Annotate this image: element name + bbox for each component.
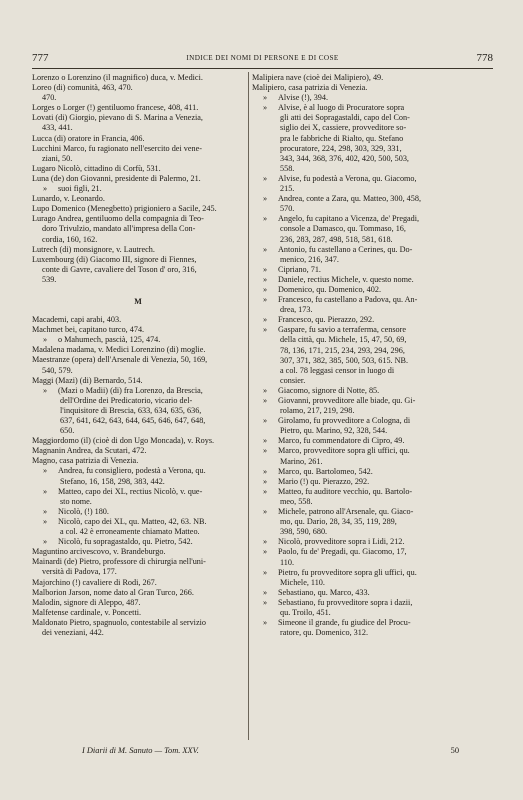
ditto-mark: » (262, 214, 268, 224)
column-divider (248, 72, 249, 740)
entry-continuation: Michele, 110. (280, 577, 325, 587)
subentry-text: Sebastiano, qu. Marco, 433. (278, 587, 370, 597)
subentry-text: Giovanni, provveditore alle biade, qu. Gi- (278, 396, 416, 405)
index-entry: Maestranze (opera) dell'Arsenale di Venezia, 50, 169, (32, 355, 208, 365)
entry-continuation: doro Trivulzio, mandato all'impresa della Con- (42, 224, 196, 234)
ditto-mark: » (42, 516, 48, 526)
entry-continuation: 570. (280, 204, 295, 214)
index-subentry (252, 265, 496, 275)
ditto-mark: » (262, 385, 268, 395)
entry-continuation: 78, 136, 171, 215, 234, 293, 294, 296, (280, 345, 405, 355)
ditto-mark: » (42, 466, 48, 476)
index-subentry (252, 618, 496, 628)
subentry-text: Andrea, conte a Zara, qu. Matteo, 300, 458, (278, 194, 422, 204)
ditto-mark: » (262, 264, 268, 274)
page-number-right: 778 (476, 52, 493, 64)
index-entry: Malfetense cardinale, v. Poncetti. (32, 607, 142, 617)
entry-continuation: 637, 641, 642, 643, 644, 645, 646, 647, 648, (60, 416, 206, 425)
subentry-text: Pietro, fu provveditore sopra gli uffici, qu. (278, 567, 417, 577)
index-entry: Madalena madama, v. Medici Lorenzino (di) moglie. (32, 345, 206, 355)
index-subentry (252, 568, 496, 578)
index-entry: Luna (de) don Giovanni, presidente di Palermo, 21. (32, 173, 201, 183)
ditto-mark: » (262, 436, 268, 446)
index-entry: Lovati (di) Giorgio, pievano di S. Marina a Venezia, (32, 113, 203, 123)
index-entry: Magno, casa patrizia di Venezia. (32, 456, 139, 466)
index-column-left (32, 73, 244, 638)
index-subentry (252, 598, 496, 608)
ditto-mark: » (262, 295, 268, 305)
index-subentry (252, 487, 496, 497)
subentry-text: suoi figli, 21. (58, 184, 102, 194)
index-entry: Malodin, signore di Aleppo, 487. (32, 597, 141, 607)
entry-continuation: dell'Ordine dei Predicatorio, vicario del- (60, 395, 193, 405)
subentry-text: Nicolò, fu sopragastaldo, qu. Pietro, 542. (58, 537, 193, 547)
entry-continuation: a col. 42 è erroneamente chiamato Matteo. (60, 527, 200, 537)
index-entry: Lunardo, v. Leonardo. (32, 194, 105, 204)
index-subentry (252, 174, 496, 184)
index-entry: Malborion Jarson, nome dato al Gran Turco, 266. (32, 587, 194, 597)
entry-continuation: 470. (42, 93, 57, 103)
entry-continuation: pra le fabbriche di Rialto, qu. Stefano (280, 133, 404, 143)
index-entry: Lorenzo o Lorenzino (il magnifico) duca, v. Medici. (32, 73, 203, 82)
ditto-mark: » (262, 567, 268, 577)
ditto-mark: » (42, 385, 48, 395)
index-subentry (252, 436, 496, 446)
index-column-right (252, 73, 496, 638)
ditto-mark: » (262, 466, 268, 476)
entry-continuation: consier. (280, 375, 306, 385)
subentry-text: Andrea, fu consigliero, podestà a Verona, qu. (58, 466, 206, 476)
index-subentry (252, 325, 496, 335)
ditto-mark: » (262, 103, 268, 113)
entry-continuation: sto nome. (60, 496, 92, 506)
ditto-mark: » (262, 597, 268, 607)
index-entry: Luxembourg (di) Giacomo III, signore di Fiennes, (32, 254, 197, 264)
ditto-mark: » (262, 547, 268, 557)
subentry-text: Alvise, fu podestà a Verona, qu. Giacomo, (278, 173, 417, 183)
subentry-text: Francesco, qu. Pierazzo, 292. (278, 315, 375, 325)
subentry-text: Nicolò, (!) 180. (58, 506, 109, 516)
index-subentry (252, 245, 496, 255)
entry-continuation: ziani, 50. (42, 153, 73, 163)
index-subentry (252, 275, 496, 285)
entry-continuation: Marino, 261. (280, 456, 323, 466)
entry-continuation: della città, qu. Michele, 15, 47, 50, 69, (280, 335, 407, 345)
ditto-mark: » (262, 486, 268, 496)
subentry-text: Angelo, fu capitano a Vicenza, de' Pregadi, (278, 214, 420, 224)
subentry-text: Antonio, fu castellano a Cerines, qu. Do- (278, 244, 413, 254)
index-subentry (252, 507, 496, 517)
ditto-mark: » (42, 335, 48, 345)
subentry-text: Marco, qu. Bartolomeo, 542. (278, 466, 373, 476)
subentry-text: (Mazi o Madii) (di) fra Lorenzo, da Brescia, (58, 385, 203, 395)
index-subentry (252, 295, 496, 305)
ditto-mark: » (262, 416, 268, 426)
subentry-text: Michele, patrono all'Arsenale, qu. Giaco- (278, 507, 414, 517)
running-header (32, 52, 493, 66)
subentry-text: Cipriano, 71. (278, 264, 321, 274)
index-entry: Maldonato Pietro, spagnuolo, contestabile al servizio (32, 617, 206, 627)
entry-continuation: l'inquisitore di Brescia, 633, 634, 635, 636, (60, 405, 202, 415)
section-letter: M (134, 296, 142, 306)
entry-continuation: versità di Padova, 177. (42, 567, 117, 577)
ditto-mark: » (262, 315, 268, 325)
ditto-mark: » (262, 194, 268, 204)
ditto-mark: » (262, 173, 268, 183)
index-entry: Macademi, capi arabi, 403. (32, 315, 122, 325)
index-entry: Loreo (di) comunità, 463, 470. (32, 83, 133, 93)
ditto-mark: » (262, 284, 268, 294)
ditto-mark: » (262, 93, 268, 103)
index-subentry (32, 466, 244, 476)
index-entry: Majorchino (!) cavaliere di Rodi, 267. (32, 577, 157, 587)
subentry-text: Marco, provveditore sopra gli uffici, qu. (278, 446, 410, 456)
entry-continuation: siglio dei X, cassiere, provveditore so- (280, 123, 407, 133)
subentry-text: Marco, fu commendatore di Cipro, 49. (278, 436, 405, 446)
index-subentry (32, 386, 244, 396)
ditto-mark: » (42, 537, 48, 547)
index-subentry (252, 396, 496, 406)
index-subentry (32, 507, 244, 517)
entry-continuation: 558. (280, 163, 295, 173)
entry-continuation: a col. 78 leggasi censor in luogo di (280, 365, 395, 375)
index-subentry (252, 103, 496, 113)
entry-continuation: console a Damasco, qu. Tommaso, 16, (280, 224, 406, 234)
subentry-text: Domenico, qu. Domenico, 402. (278, 284, 382, 294)
subentry-text: Sebastiano, fu provveditore sopra i dazii, (278, 597, 413, 607)
entry-continuation: 433, 441. (42, 123, 73, 133)
entry-continuation: meo, 558. (280, 496, 313, 506)
entry-continuation: 540, 579. (42, 365, 73, 375)
ditto-mark: » (262, 537, 268, 547)
index-subentry (32, 487, 244, 497)
ditto-mark: » (42, 184, 48, 194)
subentry-text: Gaspare, fu savio a terraferma, censore (278, 325, 406, 335)
entry-continuation: 539. (42, 274, 57, 284)
entry-continuation: Pietro, qu. Marino, 92, 328, 544. (280, 426, 388, 436)
index-entry: Lucca (di) oratore in Francia, 406. (32, 133, 145, 143)
index-subentry (252, 416, 496, 426)
index-entry: Machmet bei, capitano turco, 474. (32, 325, 145, 335)
entry-continuation: procuratore, 224, 298, 303, 329, 331, (280, 143, 402, 153)
index-subentry (252, 315, 496, 325)
ditto-mark: » (262, 618, 268, 628)
ditto-mark: » (262, 244, 268, 254)
entry-continuation: 398, 590, 680. (280, 527, 328, 537)
entry-continuation: qu. Troilo, 451. (280, 607, 331, 617)
index-entry: Lugaro Nicolò, cittadino di Corfù, 531. (32, 163, 161, 173)
footer-signature: 50 (450, 746, 459, 755)
index-subentry (252, 467, 496, 477)
index-subentry (32, 335, 244, 345)
index-subentry (252, 446, 496, 456)
ditto-mark: » (42, 486, 48, 496)
subentry-text: Matteo, capo dei XL, rectius Nicolò, v. que- (58, 486, 203, 496)
index-entry: Mainardi (de) Pietro, professore di chirurgia nell'uni- (32, 557, 206, 567)
entry-continuation: 307, 371, 382, 385, 500, 503, 615. NB. (280, 355, 409, 365)
entry-continuation: 110. (280, 557, 295, 567)
subentry-text: Mario (!) qu. Pierazzo, 292. (278, 476, 370, 486)
subentry-text: Daniele, rectius Michele, v. questo nome. (278, 274, 414, 284)
index-subentry (32, 537, 244, 547)
index-entry: Lupo Domenico (Menegbetto) prigioniero a Sacile, 245. (32, 204, 217, 214)
index-entry: Malipiero, casa patrizia di Venezia. (252, 83, 368, 93)
entry-continuation: mo, qu. Dario, 28, 34, 35, 119, 289, (280, 517, 397, 527)
ditto-mark: » (262, 476, 268, 486)
subentry-text: Simeone il grande, fu giudice del Procu- (278, 618, 411, 628)
index-entry: Maggiordomo (il) (cioè di don Ugo Moncada), v. Roys. (32, 436, 215, 446)
header-rule (32, 68, 493, 69)
ditto-mark: » (262, 274, 268, 284)
index-entry: Lurago Andrea, gentiluomo della compagnia di Teo- (32, 214, 204, 224)
entry-continuation: ratore, qu. Domenico, 312. (280, 628, 368, 638)
index-entry: Malipiera nave (cioè dei Malipiero), 49. (252, 73, 384, 82)
index-entry: Lutrech (di) monsignore, v. Lautrech. (32, 244, 155, 254)
ditto-mark: » (262, 507, 268, 517)
entry-continuation: drea, 173. (280, 305, 313, 315)
running-title: INDICE DEI NOMI DI PERSONE E DI COSE (186, 54, 339, 62)
index-entry: Magnanin Andrea, da Scutari, 472. (32, 446, 147, 456)
subentry-text: Alvise, è al luogo di Procuratore sopra (278, 103, 405, 113)
index-subentry (252, 547, 496, 557)
page-footer (32, 746, 493, 758)
subentry-text: Girolamo, fu provveditore a Cologna, di (278, 416, 411, 426)
ditto-mark: » (262, 446, 268, 456)
index-subentry (252, 477, 496, 487)
index-entry: Lucchini Marco, fu ragionato nell'esercito dei vene- (32, 143, 202, 153)
ditto-mark: » (42, 506, 48, 516)
entry-continuation: cordia, 160, 162. (42, 234, 98, 244)
entry-continuation: conte di Gavre, cavaliere del Toson d' oro, 316, (42, 264, 197, 274)
index-subentry (32, 184, 244, 194)
index-subentry (252, 194, 496, 204)
footer-title: I Diarii di M. Sanuto — Tom. XXV. (82, 746, 199, 755)
subentry-text: o Mahumech, pascià, 125, 474. (58, 335, 161, 345)
ditto-mark: » (262, 396, 268, 405)
subentry-text: Matteo, fu auditore vecchio, qu. Bartolo- (278, 486, 413, 496)
entry-continuation: gli atti dei Sopragastaldi, capo del Con- (280, 113, 410, 123)
index-subentry (252, 285, 496, 295)
entry-continuation: rolamo, 217, 219, 298. (280, 406, 355, 416)
subentry-text: Nicolò, provveditore sopra i Lidi, 212. (278, 537, 405, 547)
index-subentry (252, 214, 496, 224)
subentry-text: Nicolò, capo dei XL, qu. Matteo, 42, 63. NB. (58, 516, 207, 526)
index-subentry (32, 517, 244, 527)
index-subentry (252, 588, 496, 598)
entry-continuation: dei veneziani, 442. (42, 627, 104, 637)
subentry-text: Francesco, fu castellano a Padova, qu. An- (278, 295, 418, 305)
entry-continuation: 215. (280, 184, 295, 194)
subentry-text: Paolo, fu de' Pregadi, qu. Giacomo, 17, (278, 547, 407, 557)
index-entry: Lorges o Lorger (!) gentiluomo francese, 408, 411. (32, 103, 199, 113)
subentry-text: Giacomo, signore di Notte, 85. (278, 385, 380, 395)
entry-continuation: 343, 344, 368, 376, 402, 420, 500, 503, (280, 153, 409, 163)
index-subentry (252, 386, 496, 396)
subentry-text: Alvise (!), 394. (278, 93, 329, 103)
index-entry: Maggi (Mazi) (di) Bernardo, 514. (32, 375, 143, 385)
index-subentry (252, 537, 496, 547)
index-entry: Maguntino arcivescovo, v. Brandeburgo. (32, 547, 166, 557)
ditto-mark: » (262, 325, 268, 335)
entry-continuation: Stefano, 16, 158, 298, 383, 442. (60, 476, 165, 486)
page-number-left: 777 (32, 52, 49, 64)
entry-continuation: menico, 216, 347. (280, 254, 339, 264)
entry-continuation: 236, 283, 287, 498, 518, 581, 618. (280, 234, 393, 244)
index-subentry (252, 93, 496, 103)
entry-continuation: 650. (60, 426, 75, 436)
ditto-mark: » (262, 587, 268, 597)
